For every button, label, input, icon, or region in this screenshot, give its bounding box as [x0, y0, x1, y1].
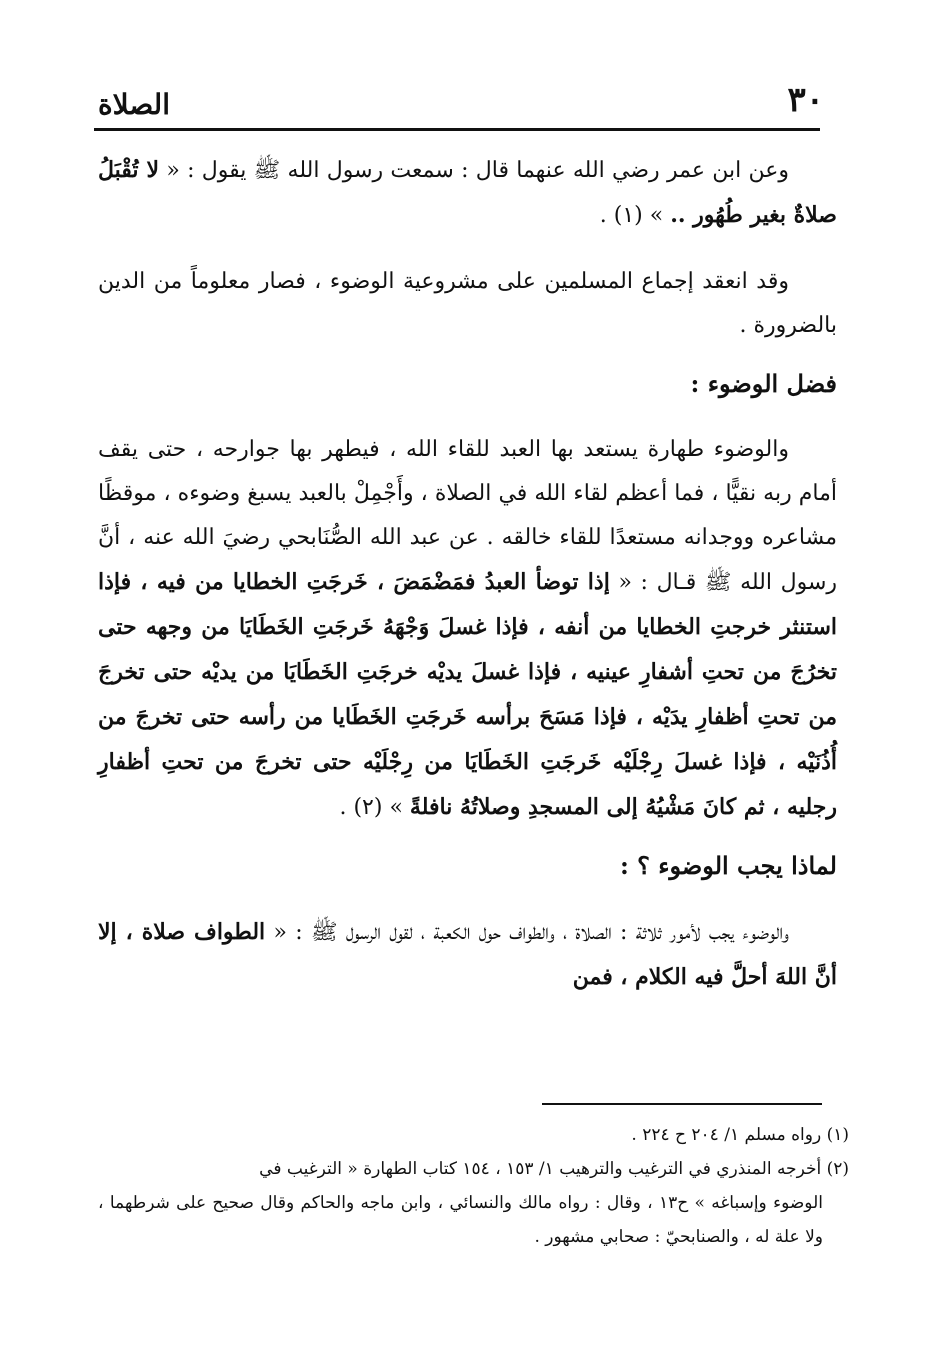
hadith-quote: لا تُقْبَلُ صلاةٌ بغير طُهُور ..	[98, 157, 837, 228]
page-number: ٣٠	[787, 80, 824, 120]
main-text	[98, 148, 837, 1000]
running-header-title: الصلاة	[98, 88, 170, 121]
paragraph-text: والوضوء يجب لأمور ثلاثة : الصلاة ، والطواف حول الكعبة ، لقول الرسول ﷺ : «	[265, 920, 789, 945]
footnotes	[98, 1118, 849, 1254]
section-heading-obligation: لماذا يجب الوضوء ؟ :	[619, 851, 837, 880]
hadith-quote: إذا توضأ العبدُ فمَضْمَضَ ، خَرجَتِ الخطايا من فيه ، فإذا استنثر خرجتِ الخطايا من أنفه ، فإذا غسلَ وَجْهَهُ خَرجَتِ الخَطَايَا من وجهه حتى تخرُجَ من تحتِ أشفارِ عينيه ، فإذا غسلَ يديْه خرجَتِ الخَطَايَا من يديْه حتى تخرجَ من تحتِ أظفارِ يدَيْه ، فإذا مَسَحَ برأسه خَرجَتِ الخَطَايا من رأسه حتى تخرجَ من أُذُنَيْه ، فإذا غسلَ رِجْلَيْه خَرجَتِ الخَطَايَا من رِجْلَيْه حتى تخرجَ من تحتِ أظفارِ رجليه ، ثم كانَ مَشْيُهُ إلى المسجدِ وصلاتُهُ نافلةً	[98, 569, 837, 820]
paragraph-obligation	[98, 910, 837, 1000]
paragraph-consensus: وقد انعقد إجماع المسلمين على مشروعية الوضوء ، فصار معلوماً من الدين بالضرورة .	[98, 269, 837, 338]
footnote-2-first-line: (٢) أخرجه المنذري في الترغيب والترهيب ١/ ١٥٣ ، ١٥٤ كتاب الطهارة « الترغيب في	[259, 1159, 849, 1179]
footnote-1: (١) رواه مسلم ١/ ٢٠٤ ح ٢٢٤ .	[631, 1125, 849, 1145]
header-rule	[94, 128, 820, 131]
paragraph-intro: وعن ابن عمر رضي الله عنهما قال : سمعت رسول الله ﷺ يقول : «	[159, 158, 790, 183]
section-heading-virtue: فضل الوضوء :	[690, 369, 837, 398]
footnote-ref-1: » (١) .	[599, 203, 671, 228]
footnote-separator	[542, 1103, 822, 1105]
paragraph-ibn-umar	[98, 148, 837, 238]
footnote-ref-2: » (٢) .	[339, 795, 410, 820]
paragraph-text: والوضوء طهارة يستعد بها العبد للقاء الله ، فيطهر بها جوارحه ، حتى يقف أمام ربه نقيًّا ، فما أعظم لقاء الله في الصلاة ، وأَجْمِلْ بالعبد يسبغ وضوءه ، موقظًا مشاعره ووجدانه مستعدًا للقاء خالقه . عن عبد الله الصُّنَابحي رضيَ الله عنه ، أنَّ رسول الله ﷺ قـال : «	[98, 437, 837, 595]
hadith-quote: الطواف صلاة ، إلا أنَّ اللهَ أحلَّ فيه الكلام ، فمن	[98, 919, 837, 990]
footnote-2-continuation: الوضوء وإسباغه » ح١٣ ، وقال : رواه مالك والنسائي ، وابن ماجه والحاكم وقال صحيح على شرطهما ، ولا علة له ، والصنابحيّ : صحابي مشهور .	[98, 1193, 823, 1247]
paragraph-virtue	[98, 428, 837, 830]
